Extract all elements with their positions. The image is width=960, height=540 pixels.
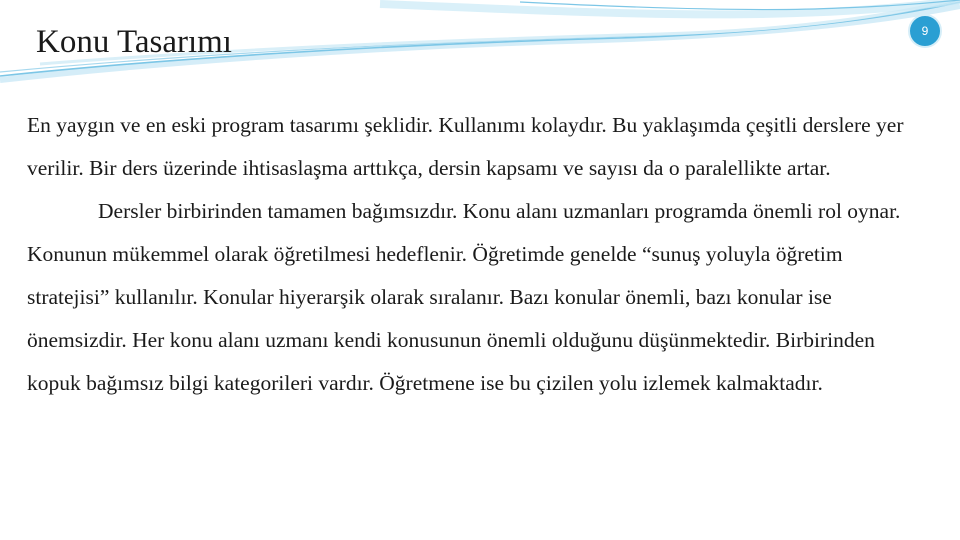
slide-title: Konu Tasarımı <box>36 24 232 60</box>
paragraph-intro: En yaygın ve en eski program tasarımı şeklidir. Kullanımı kolaydır. Bu yaklaşımda çeşitli derslere yer verilir. Bir ders üzerinde ihtisaslaşma arttıkça, dersin kapsamı ve sayısı da o paralellikte artar. <box>27 113 904 180</box>
paragraph-details: Dersler birbirinden tamamen bağımsızdır. Konu alanı uzmanları programda önemli rol oynar. Konunun mükemmel olarak öğretilmesi hedeflenir. Öğretimde genelde “sunuş yoluyla öğretim stratejisi” kullanılır. Konular hiyerarşik olarak sıralanır. Bazı konular önemli, bazı konular ise önemsizdir. Her konu alanı uzmanı kendi konusunun önemli olduğunu düşünmektedir. Birbirinden kopuk bağımsız bilgi kategorileri vardır. Öğretmene ise bu çizilen yolu izlemek kalmaktadır. <box>27 199 901 395</box>
slide-body <box>27 104 917 405</box>
page-number-badge: 9 <box>908 14 942 48</box>
